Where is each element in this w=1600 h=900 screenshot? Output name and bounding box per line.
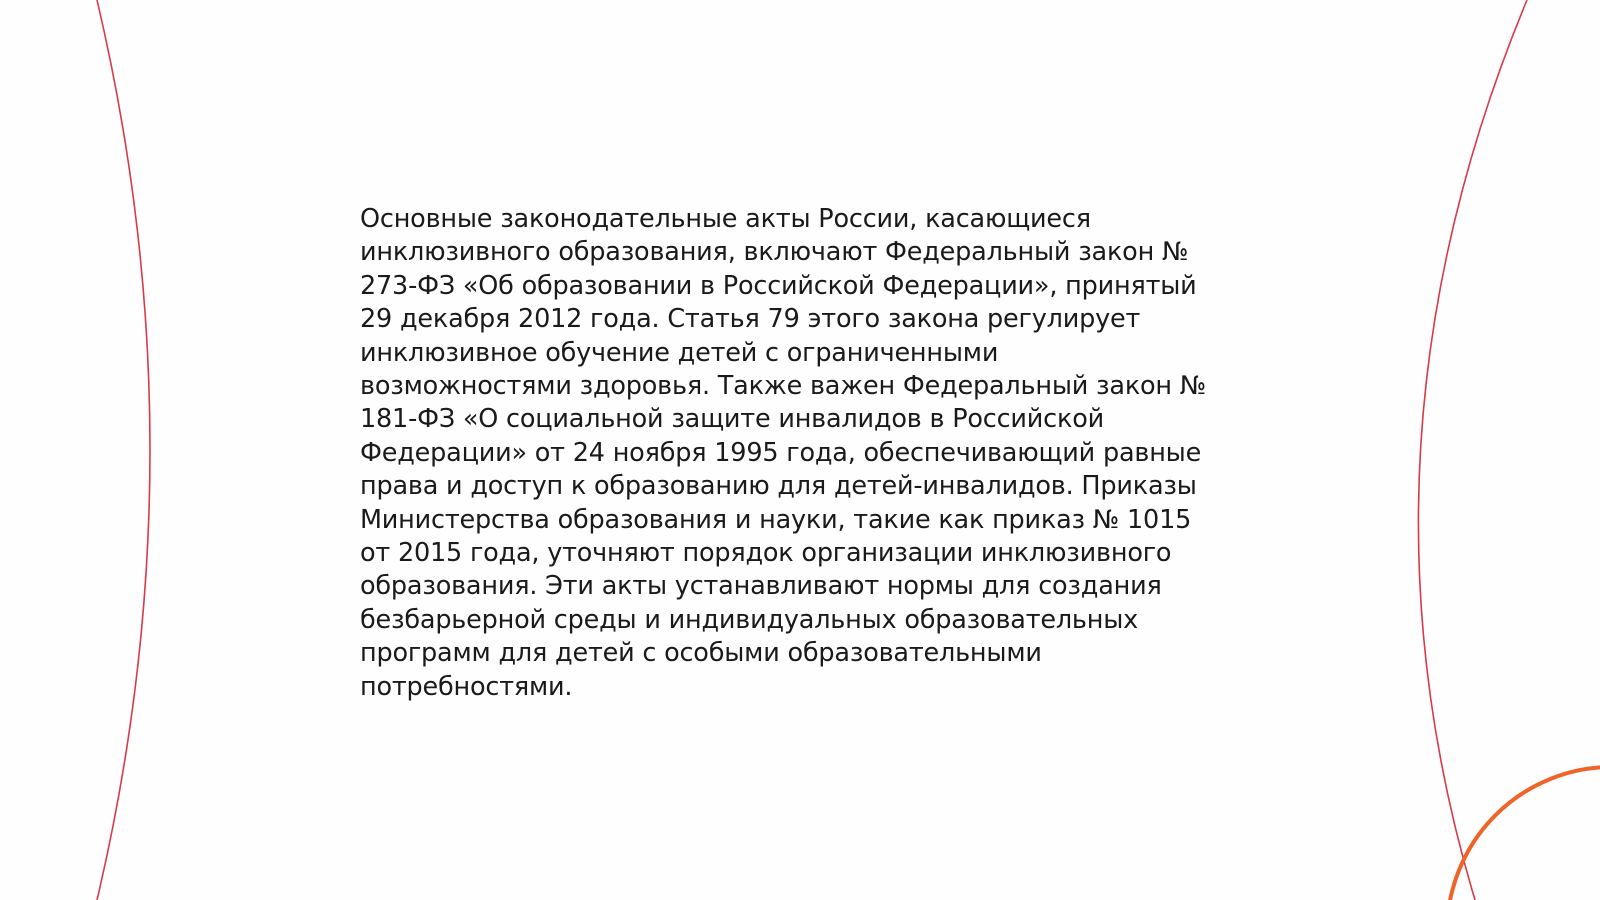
slide-body-text: Основные законодательные акты России, касающиеся инклюзивного образования, включают Федеральный закон № 273-ФЗ «Об образовании в Российской Федерации», принятый 29 декабря 2012 года. Статья 79 этого закона регулирует инклюзивное обучение детей с ограниченными возможностями здоровья. Также важен Федеральный закон № 181-ФЗ «О социальной защите инвалидов в Российской Федерации» от 24 ноября 1995 года, обеспечивающий равные права и доступ к образованию для детей-инвалидов. Приказы Министерства образования и науки, такие как приказ № 1015 от 2015 года, уточняют порядок организации инклюзивного образования. Эти акты устанавливают нормы для создания безбарьерной среды и индивидуальных образовательных программ для детей с особыми образовательными потребностями. [360,204,1207,702]
right-decorative-curve [1418,0,1527,900]
left-decorative-curve [97,0,150,900]
